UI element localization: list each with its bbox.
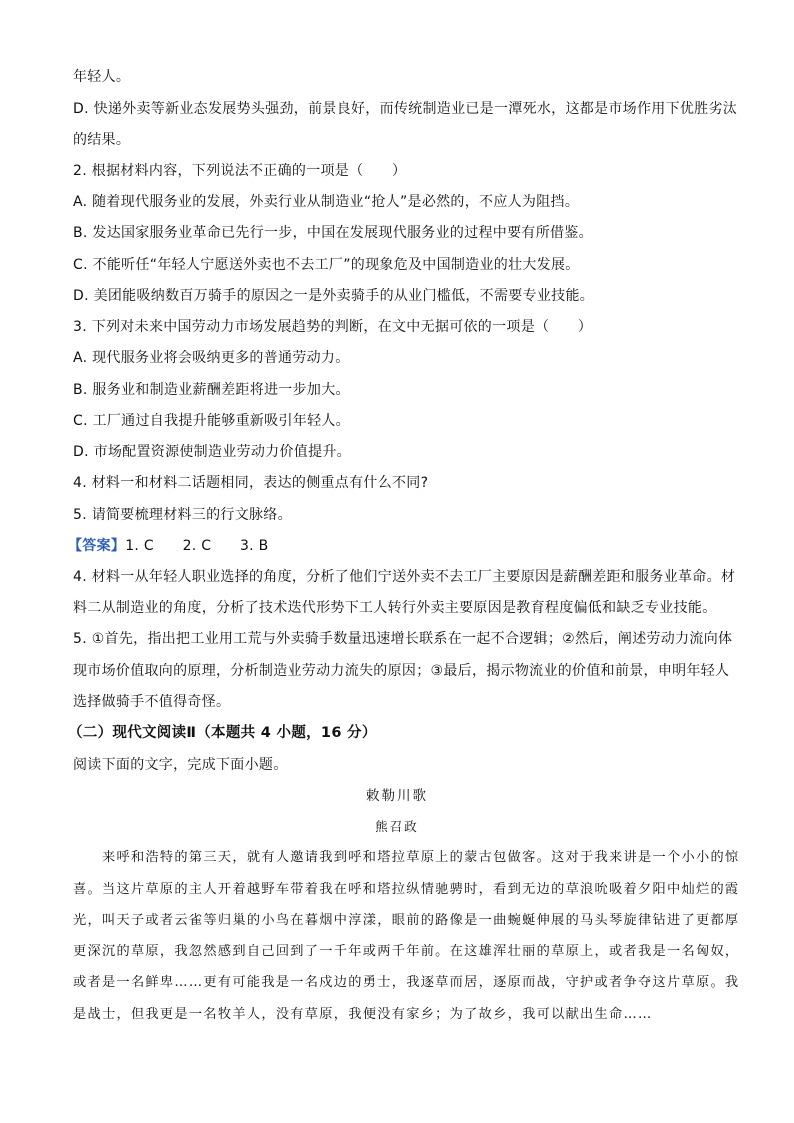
passage-title: 敕勒川歌 [366,788,428,804]
question-5: 5. 请简要梳理材料三的行文脉络。 [73,507,292,523]
text-line: 的结果。 [73,132,131,148]
option-a: A. 现代服务业将会吸纳更多的普通劳动力。 [73,350,350,366]
answer-choices: 1. C 2. C 3. B [125,538,269,554]
answer-5-cont: 现市场价值取向的原理，分析制造业劳动力流失的原因；③最后，揭示物流业的价值和前景，申明年轻人 [73,663,730,679]
option-b: B. 发达国家服务业革命已先行一步，中国在发展现代服务业的过程中要有所借鉴。 [73,225,593,241]
answer-5-cont: 选择做骑手不值得奇怪。 [73,694,231,710]
passage-line: 喜。当这片草原的主人开着越野车带着我在呼和塔拉纵情驰骋时，看到无边的草浪吮吸着夕阳中灿烂的霞 [73,882,740,897]
answer-line [68,536,718,556]
passage-line: 光，叫天子或者云雀等归巢的小鸟在暮烟中淳漾，眼前的路像是一曲蜿蜒伸展的马头琴旋律钻进了更都厚 [73,913,740,928]
option-b: B. 服务业和制造业薪酬差距将进一步加大。 [73,382,350,398]
instruction-line: 阅读下面的文字，完成下面小题。 [73,757,288,773]
passage-line: 或者是一名鲜卑……更有可能我是一名戍边的勇士，我逐草而居，逐原而战，守护或者争夺这片草原。我 [73,975,740,990]
option-d: D. 美团能吸纳数百万骑手的原因之一是外卖骑手的从业门槛低，不需要专业技能。 [73,288,595,304]
option-d: D. 市场配置资源使制造业劳动力价值提升。 [73,444,351,460]
passage-line: 是战士，但我更是一名牧羊人，没有草原，我便没有家乡；为了故乡，我可以献出生命…… [73,1007,653,1022]
option-a: A. 随着现代服务业的发展，外卖行业从制造业“抢人”是必然的，不应人为阻挡。 [73,194,580,210]
option-c: C. 工厂通过自我提升能够重新吸引年轻人。 [73,413,350,429]
answer-4-cont: 料二从制造业的角度，分析了技术迭代形势下工人转行外卖主要原因是教育程度偏低和缺乏专业技能。 [73,600,717,616]
section-heading: （二）现代文阅读Ⅱ（本题共 4 小题，16 分） [68,725,377,741]
option-c: C. 不能听任“年轻人宁愿送外卖也不去工厂”的现象危及中国制造业的壮大发展。 [73,257,580,273]
passage-line: 来呼和浩特的第三天，就有人邀请我到呼和塔拉草原上的蒙古包做客。这对于我来讲是一个小小的惊 [73,850,740,865]
passage-line: 更深沉的草原，我忽然感到自己回到了一千年或两千年前。在这雄浑壮丽的草原上，或者我是一名匈奴， [73,944,740,959]
answer-tag: 【答案】 [68,538,126,554]
question-4: 4. 材料一和材料二话题相同，表达的侧重点有什么不同? [73,475,429,491]
answer-4: 4. 材料一从年轻人职业选择的角度，分析了他们宁送外卖不去工厂主要原因是薪酬差距和服务业革命。材 [73,569,736,585]
text-line: 年轻人。 [73,69,131,85]
option-d-line: D. 快递外卖等新业态发展势头强劲，前景良好，而传统制造业已是一潭死水，这都是市场作用下优胜劣汰 [73,101,738,117]
answer-5: 5. ①首先，指出把工业用工荒与外卖骑手数量迅速增长联系在一起不合逻辑；②然后，阐述劳动力流向体 [73,631,733,647]
question-3: 3. 下列对未来中国劳动力市场发展趋势的判断，在文中无据可依的一项是（ ） [73,319,593,335]
passage-author: 熊召政 [375,819,419,834]
question-2: 2. 根据材料内容，下列说法不正确的一项是（ ） [73,163,407,179]
